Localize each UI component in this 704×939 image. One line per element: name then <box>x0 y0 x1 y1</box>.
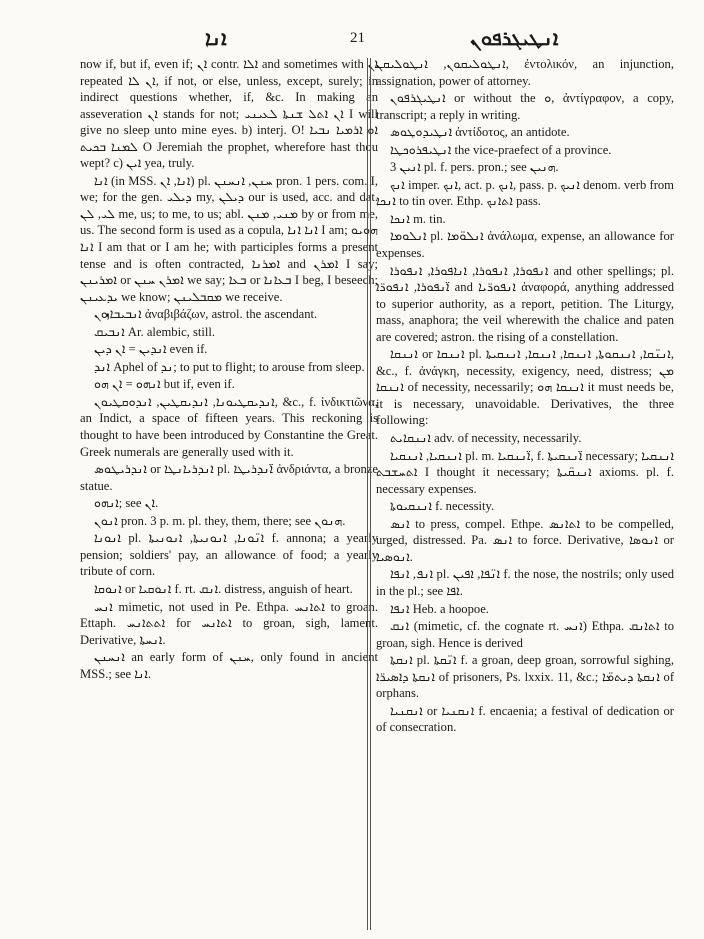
entry: ܐܢܩ (mimetic, cf. the cognate rt. ܐܢܚ) Ethpa. ܐܬܐܢܩ to groan, sigh. Hence is derived <box>376 619 674 650</box>
page-number: 21 <box>350 30 365 46</box>
entry: ܐܢܛܘܠܝܩܘܢ, ܐܢܛܘܠܝܩܢ, ἐντολικόν, an injunction, assignation, power of attorney. <box>376 57 675 88</box>
entry: ܐܢܟ imper. ܐܢܟ, act. p. ܐܢܟ, pass. p. ܐܢܝܟ denom. verb from ܐܢܟܐ to tin over. Ethp. ܐܬܐܢܟ pass. <box>376 177 674 209</box>
entry: ܐܢܦ, ܐܢܦܐ pl. ܐܢ̈ܦܐ, ܐܦܝܢ f. the nose, the nostrils; only used in the pl.; see ܐܦܐ. <box>376 567 675 598</box>
entry: ܐܢܘܢܐ pl. ܐܢ̈ܘܢܐ, ܐܢܘܢܝܬܐ, ܐܢܘܢܝܬܐ f. annona; a yearly pension; soldiers' pay, an allowance of food; a yearly tribute of corn. <box>80 531 379 579</box>
entry: ܐܢܗܘ; see ܐܢ. <box>94 496 159 511</box>
entry: ܐܢܩܬܐ pl. ܐܢ̈ܩܬܐ f. a groan, deep groan, sorrowful sighing, ܐܢܩܬܐ ܕܐܣܝܪ̈ܐ of prisoners, Ps. lxxix. 11, &c.; ܐܢܩܬܐ ܕܝܬܡ̈ܐ of orphans. <box>376 653 675 701</box>
entry: ܐܢܟܐ m. tin. <box>390 211 446 226</box>
entry: ܐܢܩܢܝܐ or ܐܢܩܢܝܐ f. encaenia; a festival of dedication or of consecration. <box>376 703 674 735</box>
entry: ܐܢܛܝܓܪܦܘܢ or without the ܘ, ἀντίγραφον, a copy, transcript; a reply in writing. <box>376 91 675 122</box>
column-rule <box>370 58 371 930</box>
entry: ܐܢܢܩܐܝܬ adv. of necessity, necessarily. <box>390 431 582 446</box>
entry: ܐܢܢܩܝܘܬܐ f. necessity. <box>390 499 495 514</box>
entry: ܐܢܒܝܒܐܙܘܢ ἀναβιβάζων, astrol. the ascendant. <box>94 307 318 322</box>
page-header <box>0 26 704 50</box>
column-rule <box>367 58 368 930</box>
entry: ܐܢܛܝܦܪܘܟܛܐ the vice-praefect of a province. <box>390 142 612 157</box>
entry: ܐܢܘܢ pron. 3 p. m. pl. they, them, there; see ܗܢܘܢ. <box>94 513 346 528</box>
entry: ܐܢܕܪܝܛܘܣ or ܐܢܕܪܝܐܢܛܐ pl. ܐ̈ܢܕܪܝܛܐ ἀνδριάντα, a bronze statue. <box>80 462 378 493</box>
entry: ܐܢܣ to press, compel. Ethpe. ܐܬܐܢܣ to be compelled, urged, distressed. Pa. ܐܢܣ to force. Derivative, ܐܢܘܣܐ or ܐܢܘܣܝܐ. <box>376 516 675 564</box>
entry: ܐܢܕܝܢ = ܐܢ ܕܝܢ even if. <box>94 342 208 357</box>
header-left-word: ܐܢܐ <box>205 26 227 50</box>
entry: ܐܢܦܐ Heb. a hoopoe. <box>390 601 489 616</box>
entry: ܐܢܐ (in MSS. ܐܢܐ, ܐܢ) pl. ܚܢܢ, ܐܢܚܢܢ pron. 1 pers. com. I, we; for the gen. ܕܝܠܝ my, ܕܝܠܢ our is used, acc. and dat. ܠܝ, ܠܢ me, us; to me, to us; abl. ܡܢܝ, ܡܢܢ by or from me, us. The second form is used as a copula, ܐܢܐ ܐܢܐ I am; ܗܘܝܘ ܐܢܐ I am that or I am he; with participles forms a present tense and is often contracted, ܐܡܪܢܐ and ܐܡܪܢ I say; ܐܡܪܝܢܢ or ܐܡܪܢ ܚܢܢ we say; ܒܥܐ or ܒܥܐܢܐ I beg, I beseech; ܝܕܥܝܢܢ we know; ܡܩܒܠܝܢܢ we receive. <box>80 173 379 304</box>
right-column <box>376 56 674 737</box>
entry: ܐܢܚ mimetic, not used in Pe. Ethpa. ܐܬܐܢܚ to groan. Ettaph. ܐܬܬܐܢܚ for ܐܬܐܢܚ to groan, sigh, lament. Derivative, ܐܢܚܬܐ. <box>80 599 378 647</box>
entry: ܐܢܕܝܩܛܝܘܢܐ, ܐܢܕܝܩܛܝܢ, ܐܢܕܘܩܛܝܘܢ, &c., f. ἰνδικτιῶνα, an Indict, a space of fifteen years. This reckoning is thought to have been introduced by Constantine the Great. Greek numerals are generally used with it. <box>80 394 378 459</box>
header-right-word: ܐܢܛܝܓܪܦܘܢ <box>470 26 559 50</box>
entry: ܐܢܕ Aphel of ܢܕ; to put to flight; to arouse from sleep. <box>94 359 365 374</box>
entry: ܐܢܦܘܪܐ, ܐܢܦܘܪܐ, ܐܢܐܦܘܪܐ, ܐܢܦܘܪܐ and other spellings; pl. ܐ̈ܢܦܘܪܐ, ܐܢܦܘܪ̈ܐ and ܐܢܦܘܪ̈ܝܐ ἀναφορά, anything addressed to superior authority, as a report, petition. The Liturgy, mass, anaphora; the veil wherewith the chalice and paten are covered; astron. the rising of a constellation. <box>376 263 674 344</box>
entry: ܐܢܝܢ 3 pl. f. pers. pron.; see ܗܢܝܢ. <box>390 160 559 175</box>
entry: ܐܢܠܘܡܐ pl. ܐܢܠܘ̈ܡܐ ἀνάλωμα, expense, an allowance for expenses. <box>376 229 674 261</box>
left-column <box>80 56 378 683</box>
entry: ܐܢܛܝܕܘܛܘܣ ἀντίδοτος, an antidote. <box>390 125 570 140</box>
entry: ܐܢܢܩܐ or ܐܢܢܩܐ pl. ܐܢܢ̈ܩܐ, ܐܢܢܩܘܬܐ, ܐܢܢܩܐ, ܐܢܢܩܐ, ܐܢܢܩܝܬܐ, &c., f. ἀνάγκη, necessity, exigency, need, distress; ܡܢ ܐܢܢܩܐ of necessity, necessarily; ܐܢܢܩܐ ܗܘ it must needs be, it is necessary, unavoidable. Derivatives, the three following: <box>376 347 675 428</box>
entry: ܐܢܗܘ = ܐܢ ܗܘ but if, even if. <box>94 377 235 392</box>
entry: ܐܢܚܢܢ an early form of ܚܢܢ, only found in ancient MSS.; see ܐܢܐ. <box>80 650 378 681</box>
entry: ܐܢܒܝܩ Ar. alembic, still. <box>94 324 216 339</box>
entry: now if, but if, even if; ܐܢ contr. ܐܠܐ and sometimes with ܐܢ repeated ܐܢ ܠܐ, if not, or else, unless, except, surely; in indirect questions whether, if, &c. In making an asseveration ܐܢ stands for not; ܐܢ ܐܬܠ ܫܢܬܐ ܠܥܝܢܝ I will give no sleep unto mine eyes. b) interj. O! ܐܘ ܐܪܡܝܐ ܢܒܝܐ ܠܡܢܐ ܒܟܝܬ O Jeremiah the prophet, wherefore hast thou wept? c) ܐܝܢ yea, truly. <box>80 57 378 171</box>
entry: ܐܢܘܩܐ or ܐܢܘܩܝܐ f. rt. ܐܢܩ. distress, anguish of heart. <box>94 581 353 596</box>
entry: ܐܢܢܩܝܐ, ܐܢܢܩܝܐ pl. m. ܐ̈ܢܢܩܝܐ, f. ܐ̈ܢܢܩܝܬܐ necessary; ܐܢܢܩܝܐ ܐܬܚܫܒܬ I thought it necessary; ܐܢܢܩ̈ܝܬܐ axioms. pl. f. necessary expenses. <box>376 448 675 496</box>
